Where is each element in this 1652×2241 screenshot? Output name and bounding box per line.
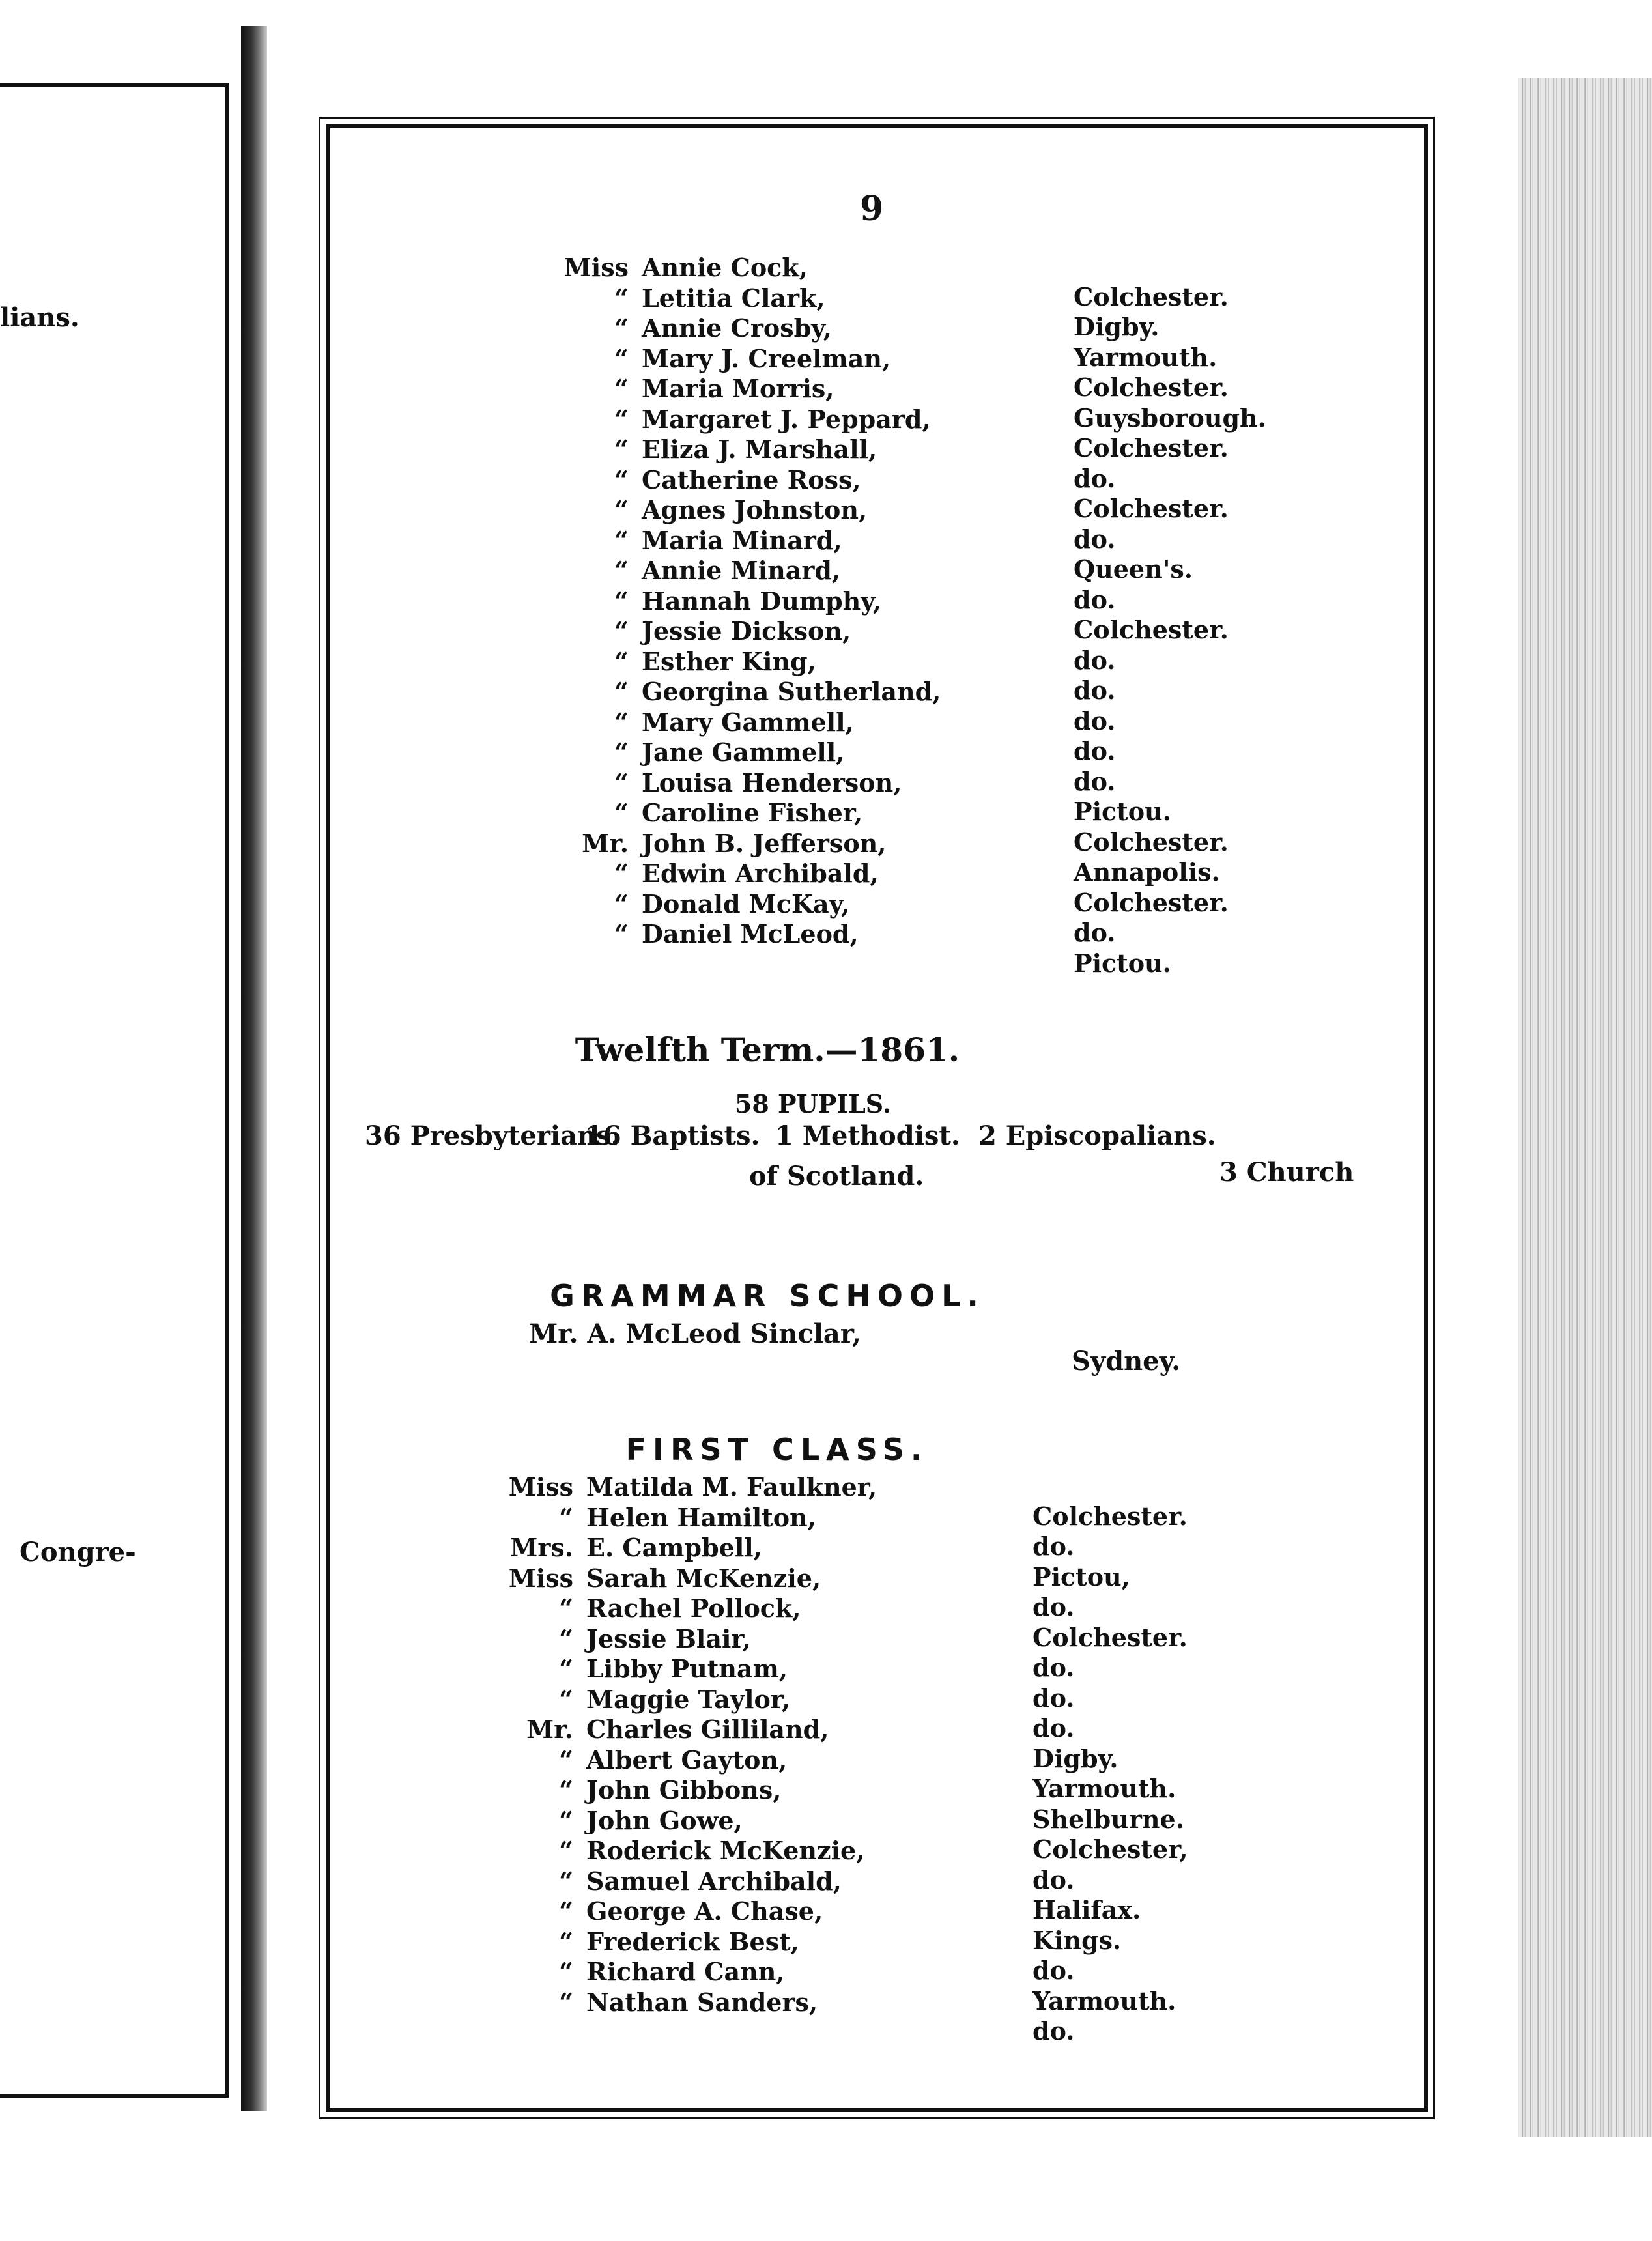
first-class-heading: FIRST CLASS. (625, 1432, 929, 1467)
title-prefix: “ (559, 1623, 573, 1653)
title-prefix: “ (559, 1684, 573, 1714)
page-number: 9 (860, 189, 884, 229)
title-prefix: “ (559, 1957, 573, 1986)
place-name: Colchester. (1032, 1622, 1188, 1652)
place-name: do. (1074, 676, 1116, 705)
grammar-school-master: Mr. A. McLeod Sinclar, (529, 1319, 861, 1349)
title-prefix: “ (614, 707, 629, 737)
place-name: Colchester. (1074, 827, 1229, 857)
person-name: Eliza J. Marshall, (642, 435, 877, 464)
stat-episcopalians: 2 Episcopalians. (978, 1120, 1216, 1151)
person-name: Maggie Taylor, (586, 1684, 791, 1714)
place-name: do. (1032, 1532, 1075, 1561)
person-name: Charles Gilliland, (586, 1715, 829, 1744)
place-name: do. (1074, 524, 1116, 554)
place-name: do. (1032, 1956, 1075, 1985)
title-prefix: “ (614, 616, 629, 646)
title-prefix: Mrs. (510, 1533, 573, 1562)
title-prefix: “ (614, 495, 629, 524)
title-prefix: “ (559, 1896, 573, 1926)
title-prefix: Miss (563, 253, 629, 282)
person-name: Donald McKay, (642, 889, 850, 919)
place-name: do. (1032, 1592, 1075, 1621)
stat-presbyterians: 36 Presbyterians. (365, 1120, 620, 1151)
place-name: do. (1032, 1713, 1075, 1743)
place-name: Colchester. (1074, 373, 1229, 402)
person-name: Jessie Dickson, (642, 616, 851, 646)
place-name: Kings. (1032, 1925, 1122, 1955)
person-name: John Gowe, (586, 1805, 743, 1835)
place-name: do. (1032, 1864, 1075, 1894)
person-name: Jessie Blair, (586, 1623, 751, 1653)
place-name: do. (1074, 766, 1116, 796)
grammar-school-place: Sydney. (1072, 1346, 1181, 1377)
place-name: do. (1074, 584, 1116, 614)
title-prefix: “ (614, 737, 629, 767)
person-name: Agnes Johnston, (642, 495, 868, 524)
title-prefix: “ (559, 1987, 573, 2017)
title-prefix: “ (559, 1836, 573, 1865)
title-prefix: “ (614, 556, 629, 585)
place-name: Colchester. (1074, 887, 1229, 917)
pupil-count: 58 PUPILS. (734, 1089, 892, 1119)
person-name: Caroline Fisher, (642, 798, 863, 827)
title-prefix: Miss (508, 1563, 573, 1593)
place-name: Digby. (1032, 1743, 1118, 1773)
person-name: Catherine Ross, (642, 464, 861, 494)
title-prefix: Miss (508, 1472, 573, 1502)
title-prefix: “ (614, 404, 629, 434)
person-name: E. Campbell, (586, 1533, 762, 1562)
person-name: Rachel Pollock, (586, 1593, 801, 1623)
person-name: John Gibbons, (586, 1775, 782, 1805)
title-prefix: Mr. (526, 1715, 573, 1744)
person-name: Mary J. Creelman, (642, 343, 891, 373)
title-prefix: “ (614, 464, 629, 494)
title-prefix: “ (614, 798, 629, 827)
person-name: George A. Chase, (586, 1896, 823, 1926)
title-prefix: “ (559, 1926, 573, 1956)
title-prefix: Mr. (582, 828, 629, 858)
stat-methodist: 1 Methodist. (775, 1120, 960, 1151)
place-name: do. (1074, 645, 1116, 675)
stat-church: 3 Church (1219, 1157, 1354, 1188)
person-name: Nathan Sanders, (586, 1987, 818, 2017)
place-name: do. (1032, 1653, 1075, 1682)
title-prefix: “ (559, 1593, 573, 1623)
person-name: Maria Minard, (642, 525, 842, 555)
title-prefix: “ (614, 677, 629, 706)
title-prefix: “ (614, 767, 629, 797)
person-name: Samuel Archibald, (586, 1866, 842, 1896)
title-prefix: “ (614, 586, 629, 616)
person-name: Frederick Best, (586, 1926, 799, 1956)
place-name: Colchester. (1074, 615, 1229, 644)
place-name: Pictou, (1032, 1562, 1130, 1592)
person-name: Annie Cock, (642, 253, 808, 282)
title-prefix: “ (614, 859, 629, 888)
person-name: Richard Cann, (586, 1957, 785, 1986)
place-name: Pictou. (1074, 948, 1171, 978)
term-heading: Twelfth Term.—1861. (575, 1031, 960, 1069)
place-name: Colchester. (1074, 433, 1229, 463)
stat-of-scotland: of Scotland. (749, 1161, 924, 1192)
person-name: Mary Gammell, (642, 707, 854, 737)
place-name: Yarmouth. (1032, 1986, 1176, 2016)
place-name: Halifax. (1032, 1895, 1141, 1924)
place-name: Colchester. (1032, 1501, 1188, 1531)
title-prefix: “ (559, 1866, 573, 1896)
place-name: Queen's. (1074, 554, 1193, 584)
place-name: Colchester. (1074, 281, 1229, 311)
title-prefix: “ (559, 1805, 573, 1835)
person-name: Edwin Archibald, (642, 859, 879, 888)
title-prefix: “ (614, 283, 629, 313)
title-prefix: “ (559, 1745, 573, 1775)
place-name: Shelburne. (1032, 1804, 1184, 1834)
person-name: Esther King, (642, 646, 816, 676)
left-page-text: lians. (0, 302, 79, 333)
title-prefix: “ (614, 919, 629, 949)
title-prefix: “ (559, 1502, 573, 1532)
person-name: Georgina Sutherland, (642, 677, 941, 706)
left-page-text: Congre- (20, 1537, 136, 1567)
person-name: Albert Gayton, (586, 1745, 788, 1775)
place-name: do. (1032, 1683, 1075, 1713)
title-prefix: “ (614, 374, 629, 403)
person-name: Hannah Dumphy, (642, 586, 881, 616)
person-name: Daniel McLeod, (642, 919, 859, 949)
person-name: Annie Minard, (642, 556, 841, 585)
person-name: Annie Crosby, (642, 313, 832, 343)
grammar-school-heading: GRAMMAR SCHOOL. (550, 1278, 985, 1313)
place-name: do. (1074, 736, 1116, 765)
person-name: Helen Hamilton, (586, 1502, 816, 1532)
person-name: Margaret J. Peppard, (642, 404, 931, 434)
place-name: Digby. (1074, 312, 1160, 341)
person-name: Roderick McKenzie, (586, 1836, 865, 1865)
place-name: Colchester. (1074, 494, 1229, 523)
person-name: John B. Jefferson, (642, 828, 887, 858)
place-name: Guysborough. (1074, 403, 1266, 433)
stat-baptists: 16 Baptists. (585, 1120, 760, 1151)
title-prefix: “ (559, 1654, 573, 1683)
person-name: Matilda M. Faulkner, (586, 1472, 877, 1502)
title-prefix: “ (614, 646, 629, 676)
place-name: do. (1074, 463, 1116, 493)
place-name: Yarmouth. (1074, 342, 1218, 372)
title-prefix: “ (614, 435, 629, 464)
person-name: Louisa Henderson, (642, 767, 902, 797)
person-name: Libby Putnam, (586, 1654, 788, 1683)
title-prefix: “ (614, 343, 629, 373)
place-name: Yarmouth. (1032, 1774, 1176, 1803)
person-name: Letitia Clark, (642, 283, 825, 313)
place-name: do. (1074, 706, 1116, 735)
person-name: Maria Morris, (642, 374, 834, 403)
place-name: Pictou. (1074, 797, 1171, 826)
person-name: Sarah McKenzie, (586, 1563, 821, 1593)
title-prefix: “ (559, 1775, 573, 1805)
person-name: Jane Gammell, (642, 737, 845, 767)
place-name: Colchester, (1032, 1834, 1188, 1864)
title-prefix: “ (614, 525, 629, 555)
place-name: do. (1032, 2016, 1075, 2046)
title-prefix: “ (614, 313, 629, 343)
place-name: do. (1074, 918, 1116, 947)
title-prefix: “ (614, 889, 629, 919)
place-name: Annapolis. (1074, 857, 1220, 887)
